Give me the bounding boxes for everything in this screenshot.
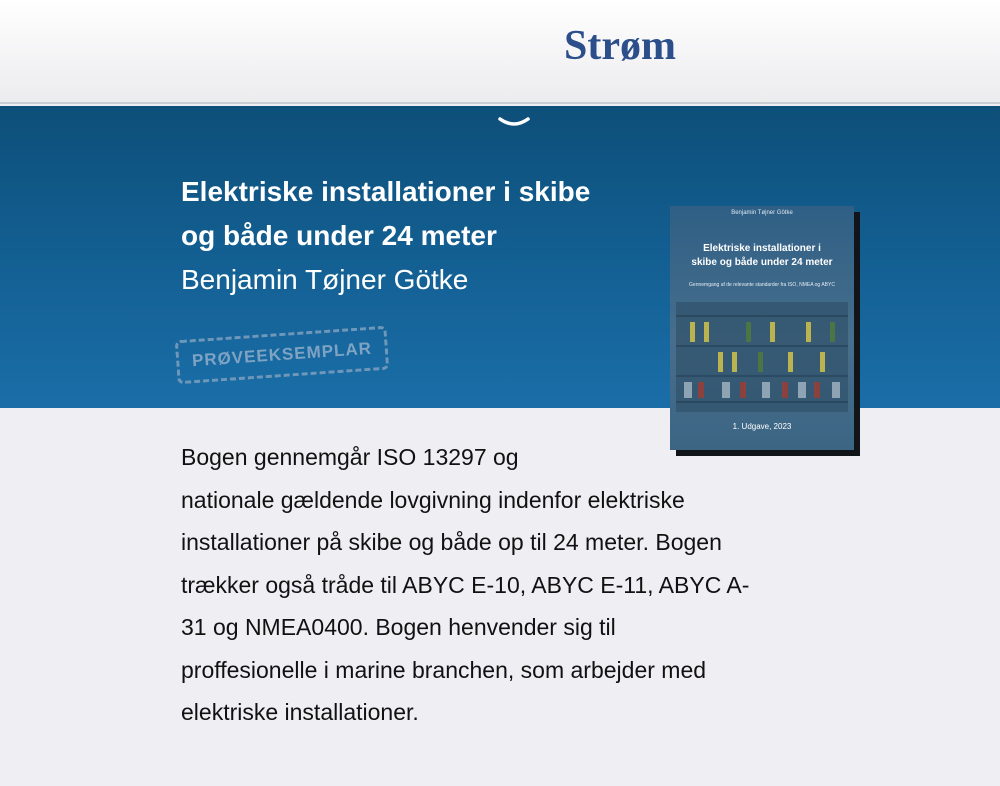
description-line: installationer på skibe og både op til 24 meter. Bogen: [181, 529, 722, 555]
book-description: [181, 436, 831, 734]
description-line: elektriske installationer.: [181, 699, 419, 725]
cover-subtitle: Gennemgang af de relevante standarder fra ISO, NMEA og ABYC: [689, 282, 835, 288]
book-cover[interactable]: [670, 206, 854, 450]
chevron-down-icon[interactable]: [497, 116, 531, 130]
description-line: nationale gældende lovgivning indenfor elektriske: [181, 486, 685, 513]
cover-title-line-2: skibe og både under 24 meter: [691, 257, 833, 268]
cover-author: Benjamin Tøjner Götke: [731, 210, 793, 216]
book-author: Benjamin Tøjner Götke: [181, 264, 469, 295]
site-logo[interactable]: Strøm: [564, 23, 676, 69]
description-line: trækker også tråde til ABYC E-10, ABYC E-11, ABYC A-: [181, 571, 750, 598]
book-title-line-1: Elektriske installationer i skibe: [181, 176, 591, 207]
top-bar: [0, 0, 1000, 104]
cover-edition: 1. Udgave, 2023: [732, 422, 792, 431]
description-line: 31 og NMEA0400. Bogen henvender sig til: [181, 614, 616, 640]
book-title-line-2: og både under 24 meter: [181, 220, 497, 251]
book-title: [181, 170, 661, 258]
description-line: Bogen gennemgår ISO 13297 og: [181, 444, 519, 470]
sample-stamp: PRØVEEKSEMPLAR: [175, 326, 390, 385]
cover-title: [678, 242, 846, 270]
cover-title-line-1: Elektriske installationer i: [703, 243, 821, 254]
description-line: proffesionelle i marine branchen, som arbejder med: [181, 656, 707, 683]
